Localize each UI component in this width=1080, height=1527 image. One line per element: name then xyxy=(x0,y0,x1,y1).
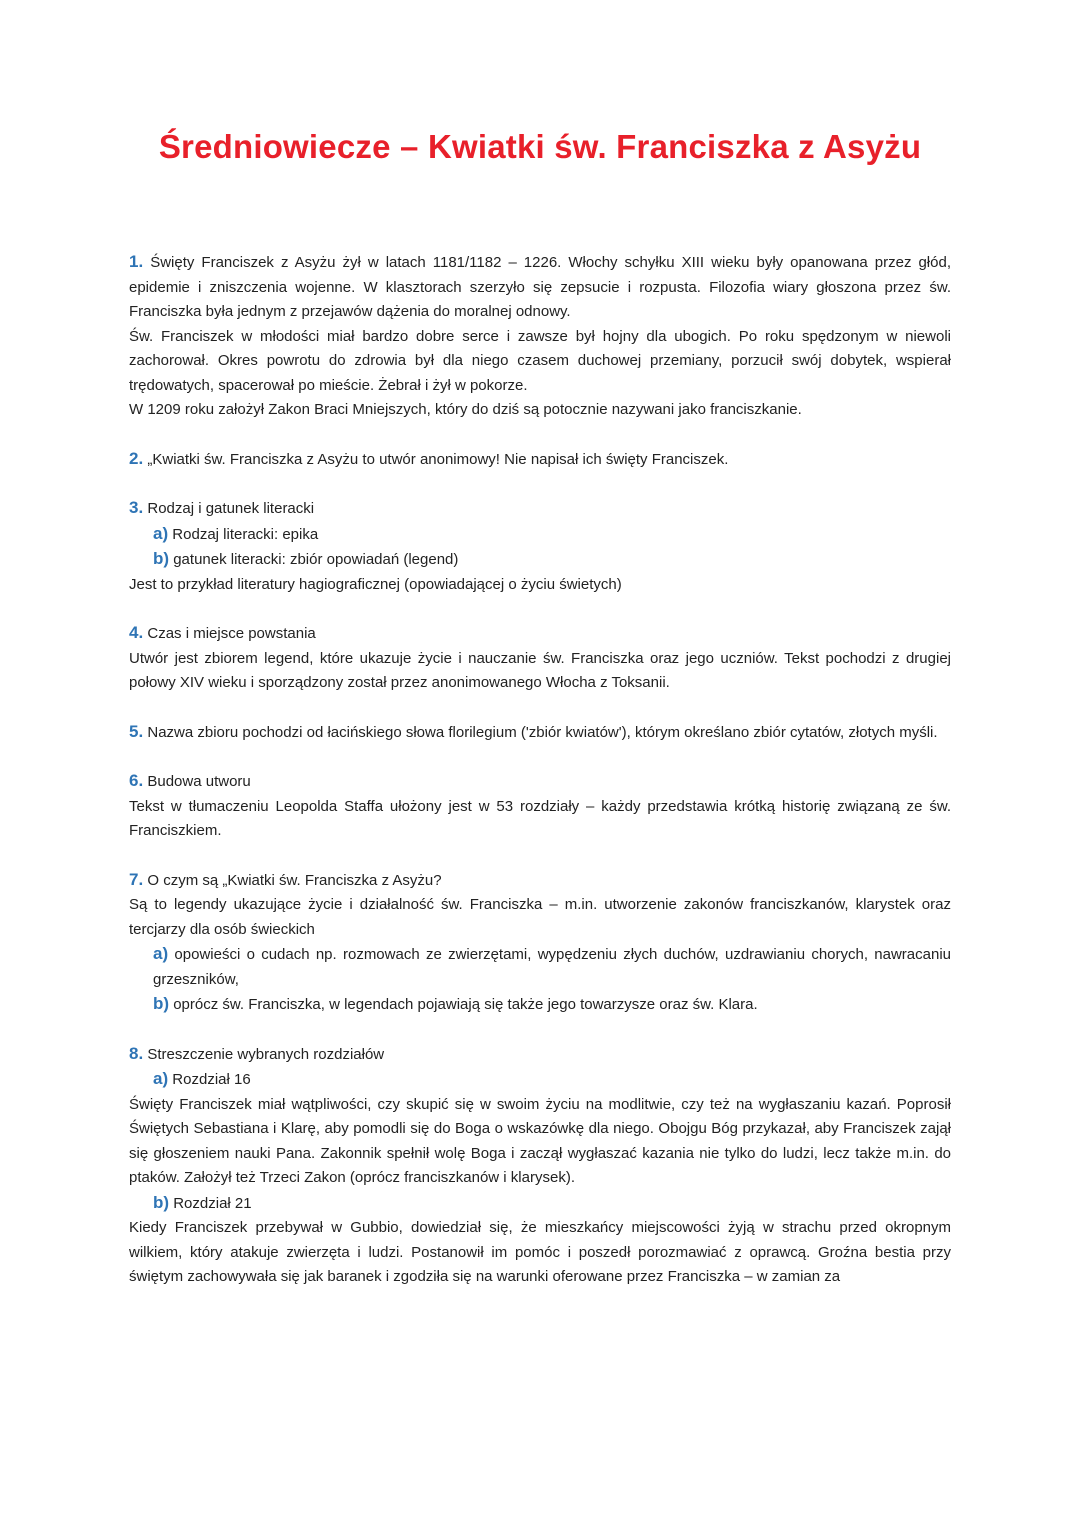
section-heading: O czym są „Kwiatki św. Franciszka z Asyżu? xyxy=(147,871,442,889)
list-item-text: Rozdział 16 xyxy=(172,1071,251,1088)
section-text: Jest to przykład literatury hagiograficznej (opowiadającej o życiu świetych) xyxy=(129,575,622,593)
list-item xyxy=(129,522,951,548)
section-1-paragraph-1 xyxy=(129,250,951,325)
section-heading: Rodzaj i gatunek literacki xyxy=(147,500,315,517)
section-number: 5. xyxy=(129,721,144,741)
section-8 xyxy=(129,1042,951,1290)
list-item xyxy=(129,992,951,1018)
section-text: Są to legendy ukazujące życie i działalność św. Franciszka – m.in. utworzenie zakonów franciszkanów, klarystek oraz tercjarzy dla osób świeckich xyxy=(129,896,951,938)
list-item-text: gatunek literacki: zbiór opowiadań (legend) xyxy=(173,551,459,568)
section-3 xyxy=(129,496,951,597)
section-number: 8. xyxy=(129,1043,144,1063)
list-item xyxy=(129,942,951,992)
list-letter: b) xyxy=(153,994,170,1013)
section-1-paragraph-2: Św. Franciszek w młodości miał bardzo dobre serce i zawsze był hojny dla ubogich. Po roku spędzonym w niewoli zachorował. Okres powrotu do zdrowia był dla niego czasem duchowej przemiany, porzucił swój dobytek, wspierał trędowatych, spacerował po mieście. Żebrał i żył w pokorze. xyxy=(129,327,951,394)
section-heading: Budowa utworu xyxy=(147,773,251,790)
list-item-text: opowieści o cudach np. rozmowach ze zwierzętami, wypędzeniu złych duchów, uzdrawianiu chorych, nawracaniu grzeszników, xyxy=(153,946,952,988)
section-1 xyxy=(129,250,951,423)
section-text: Nazwa zbioru pochodzi od łacińskiego słowa florilegium ('zbiór kwiatów'), którym określano zbiór cytatów, złotych myśli. xyxy=(147,723,938,741)
list-letter: a) xyxy=(153,944,169,963)
list-item-text: Rozdział 21 xyxy=(173,1194,252,1212)
section-number: 3. xyxy=(129,498,144,517)
list-item-text: Rodzaj literacki: epika xyxy=(172,525,319,543)
section-number: 4. xyxy=(129,623,144,642)
chapter-summary: Kiedy Franciszek przebywał w Gubbio, dowiedział się, że mieszkańcy miejscowości żyją w strachu przed okropnym wilkiem, który atakuje zwierzęta i ludzi. Postanowił im pomóc i poszedł porozmawiać z oprawcą. Groźna bestia przy świętym zachowywała się jak baranek i zgodziła się na warunki oferowane przez Franciszka – w zamian za xyxy=(129,1219,951,1285)
section-text: „Kwiatki św. Franciszka z Asyżu to utwór anonimowy! Nie napisał ich święty Franciszek. xyxy=(147,450,729,468)
list-letter: a) xyxy=(153,523,169,543)
section-number: 2. xyxy=(129,448,144,468)
list-item xyxy=(129,1191,951,1217)
section-6 xyxy=(129,769,951,844)
section-1-paragraph-3: W 1209 roku założył Zakon Braci Mniejszych, który do dziś są potocznie nazywani jako franciszkanie. xyxy=(129,401,802,418)
list-item xyxy=(129,1067,951,1093)
chapter-summary: Święty Franciszek miał wątpliwości, czy skupić się w swoim życiu na modlitwie, czy też na wygłaszaniu kazań. Poprosił Świętych Sebastiana i Klarę, aby pomodli się do Boga o wskazówkę dla niego. Obojgu Bóg przykazał, aby Franciszek zajął się głoszeniem nauki Pana. Zakonnik spełnił wolę Boga i zaczął wygłaszać kazania nie tylko do ludzi, lecz także m.in. do ptaków. Założył też Trzeci Zakon (oprócz franciszkanów i klarysek). xyxy=(129,1095,951,1186)
section-number: 1. xyxy=(129,252,144,271)
section-4 xyxy=(129,621,951,696)
section-heading: Czas i miejsce powstania xyxy=(147,625,316,642)
list-item xyxy=(129,547,951,573)
section-2 xyxy=(129,447,951,473)
section-text: Święty Franciszek z Asyżu żył w latach 1181/1182 – 1226. Włochy schyłku XIII wieku były opanowana przez głód, epidemie i zniszczenia wojenne. W klasztorach szerzyło się zepsucie i rozpusta. Filozofia wiary głoszona przez św. Franciszka była jednym z przejawów dążenia do moralnej odnowy. xyxy=(129,254,951,320)
section-number: 7. xyxy=(129,869,144,889)
section-5 xyxy=(129,720,951,746)
list-item-text: oprócz św. Franciszka, w legendach pojawiają się także jego towarzysze oraz św. Klara. xyxy=(173,996,758,1013)
document-body xyxy=(129,250,951,1290)
section-heading: Streszczenie wybranych rozdziałów xyxy=(147,1045,385,1063)
list-letter: a) xyxy=(153,1069,169,1088)
section-text: Tekst w tłumaczeniu Leopolda Staffa ułożony jest w 53 rozdziały – każdy przedstawia krótką historię związaną ze św. Franciszkiem. xyxy=(129,797,951,839)
list-letter: b) xyxy=(153,1192,170,1212)
section-number: 6. xyxy=(129,771,144,790)
page-title: Średniowiecze – Kwiatki św. Franciszka z Asyżu xyxy=(158,128,922,165)
list-letter: b) xyxy=(153,549,170,568)
section-text: Utwór jest zbiorem legend, które ukazuje życie i nauczanie św. Franciszka oraz jego uczniów. Tekst pochodzi z drugiej połowy XIV wieku i sporządzony został przez anonimowanego Włocha z Toksanii. xyxy=(129,649,951,691)
section-7 xyxy=(129,868,951,1018)
